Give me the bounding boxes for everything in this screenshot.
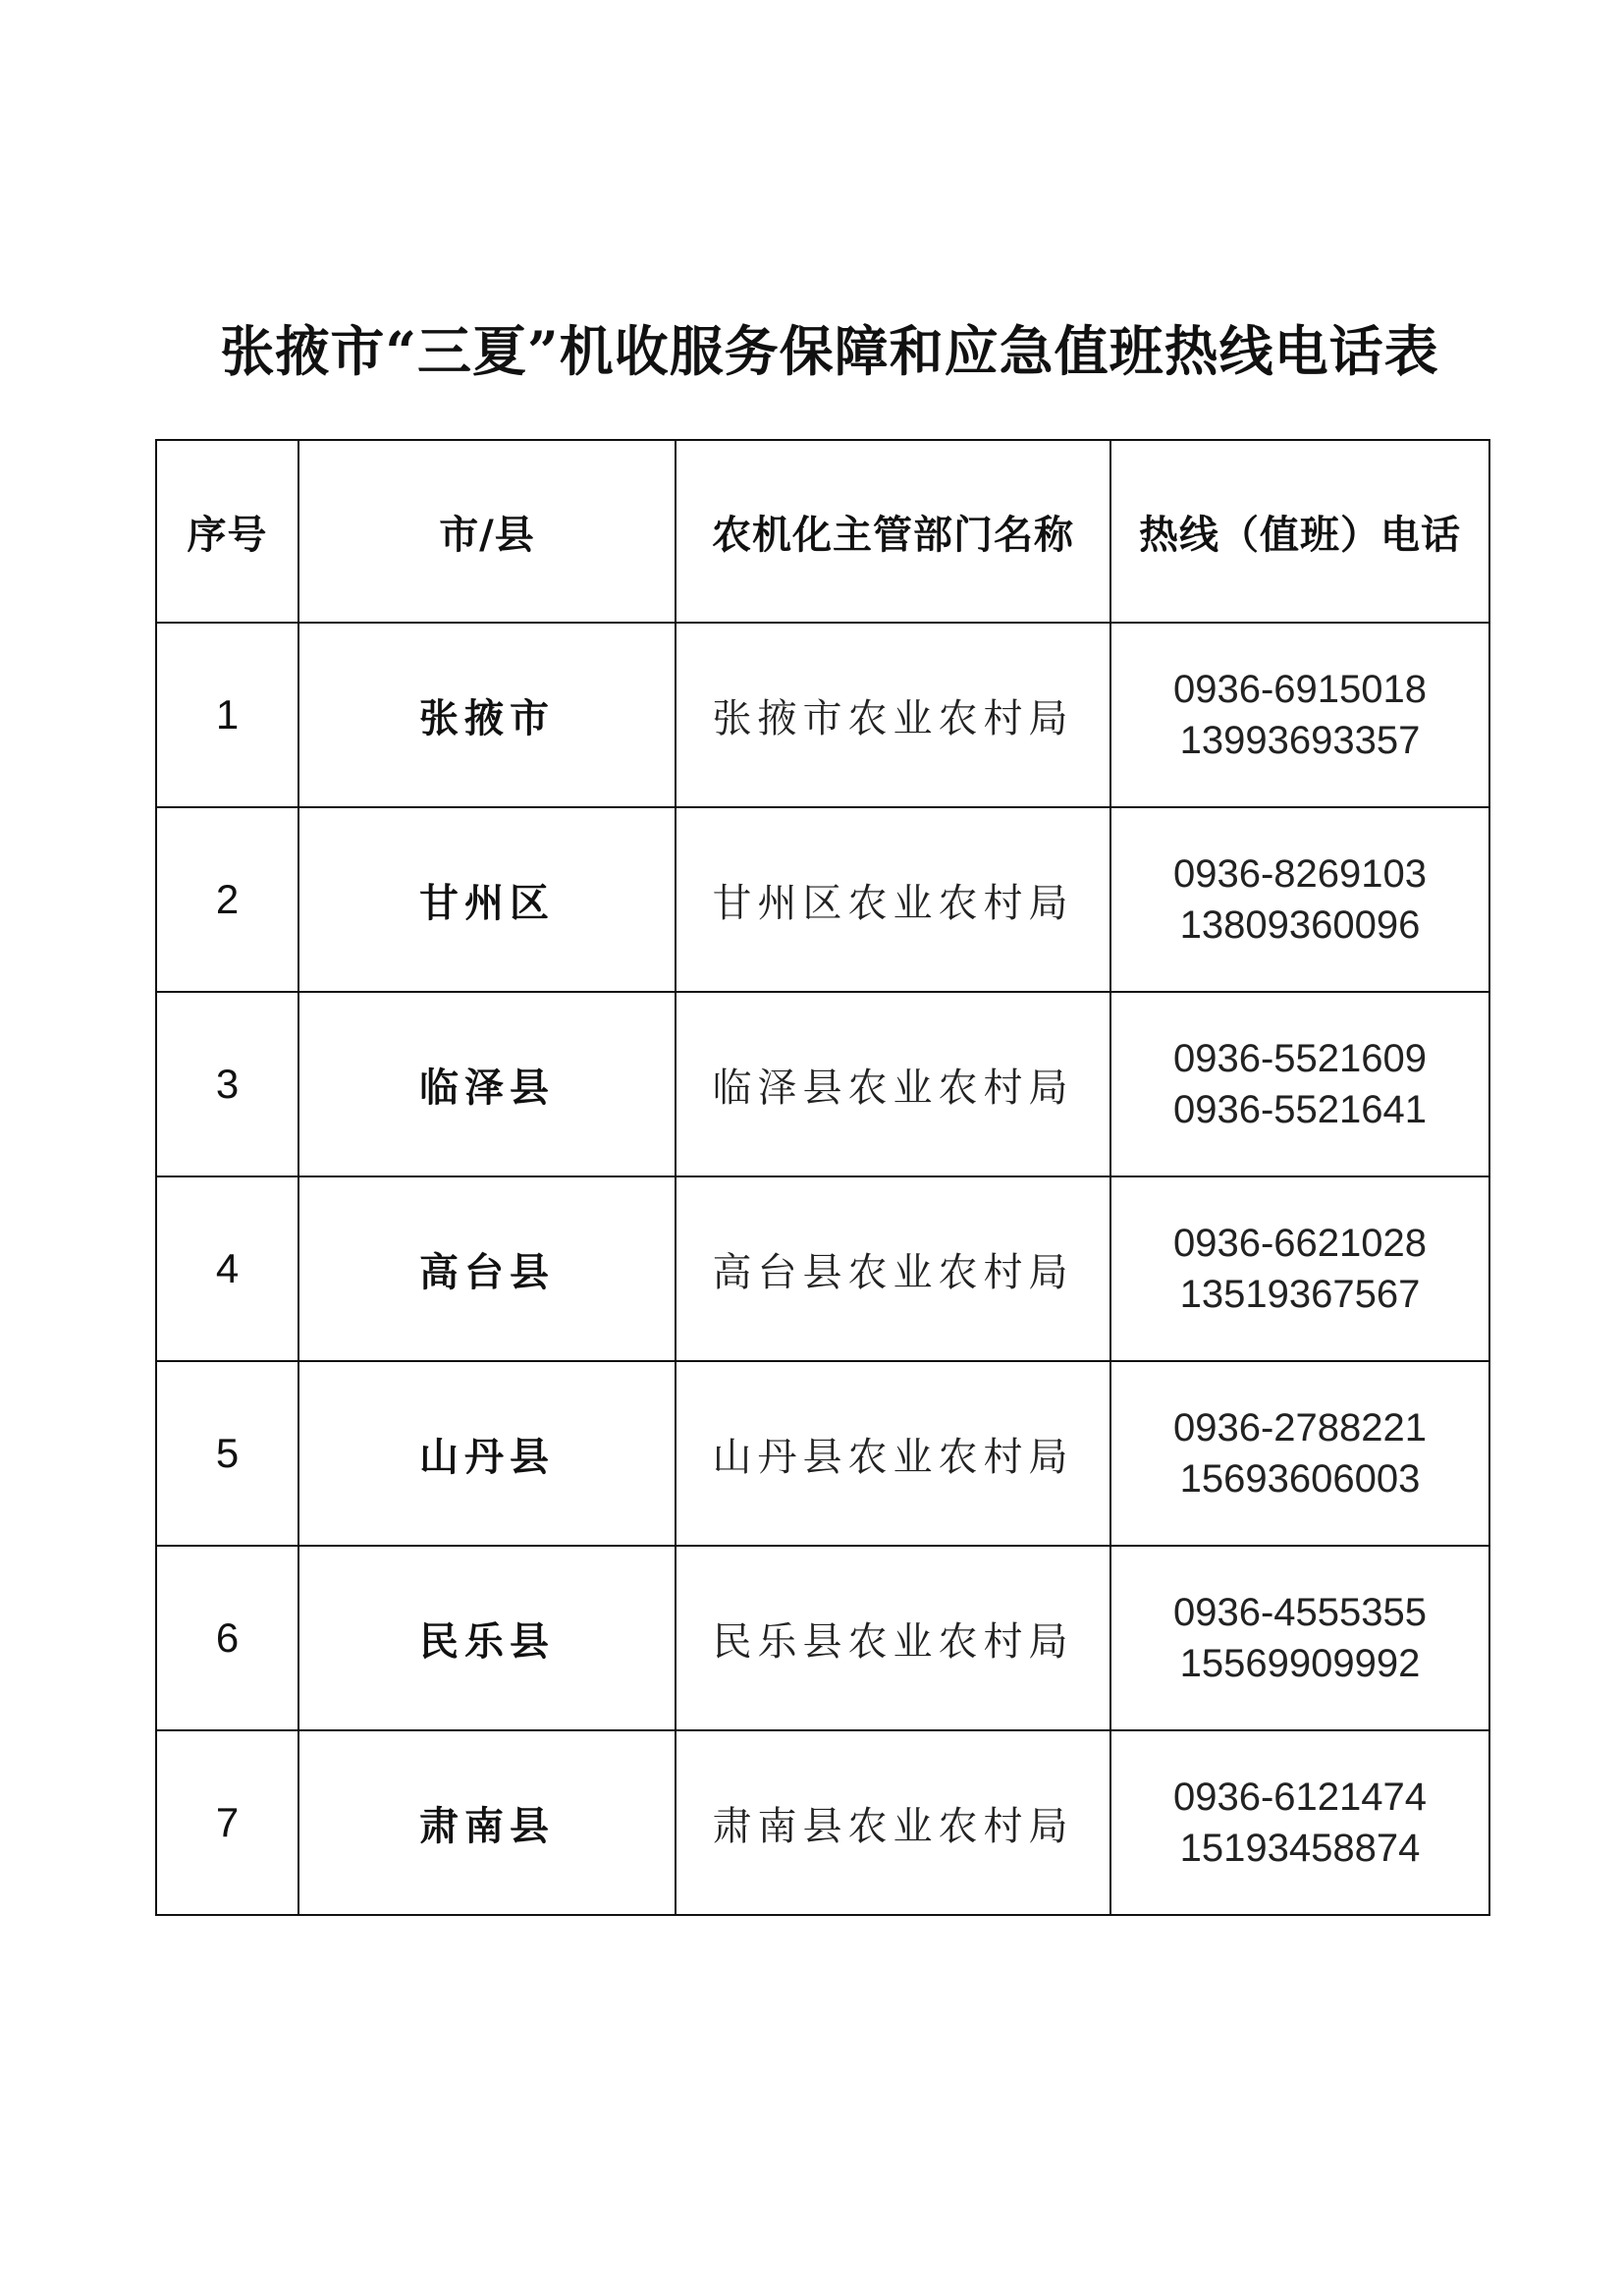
header-seq: 序号 xyxy=(156,440,298,623)
row-seq: 5 xyxy=(156,1361,298,1546)
table-row xyxy=(156,623,1489,807)
phone-mobile: 15193458874 xyxy=(1179,1827,1421,1870)
row-phone xyxy=(1110,1361,1489,1546)
row-dept: 张掖市农业农村局 xyxy=(676,623,1110,807)
row-phone xyxy=(1110,807,1489,992)
row-seq: 4 xyxy=(156,1176,298,1361)
phone-mobile: 15693606003 xyxy=(1179,1457,1421,1501)
row-dept: 临泽县农业农村局 xyxy=(676,992,1110,1176)
phone-landline: 0936-2788221 xyxy=(1172,1406,1428,1449)
phone-landline: 0936-6121474 xyxy=(1172,1776,1428,1819)
phone-mobile: 13993693357 xyxy=(1179,719,1421,762)
row-phone xyxy=(1110,1730,1489,1915)
row-city: 张掖市 xyxy=(298,623,676,807)
table-row xyxy=(156,807,1489,992)
table-row xyxy=(156,1176,1489,1361)
row-phone xyxy=(1110,623,1489,807)
row-dept: 民乐县农业农村局 xyxy=(676,1546,1110,1730)
row-city: 民乐县 xyxy=(298,1546,676,1730)
phone-landline: 0936-6621028 xyxy=(1172,1222,1428,1265)
phone-landline: 0936-6915018 xyxy=(1172,668,1428,711)
table-header-row xyxy=(156,440,1489,623)
phone-mobile: 13809360096 xyxy=(1179,903,1421,947)
row-phone xyxy=(1110,1546,1489,1730)
table-row xyxy=(156,992,1489,1176)
row-dept: 肃南县农业农村局 xyxy=(676,1730,1110,1915)
table-row xyxy=(156,1361,1489,1546)
row-city: 肃南县 xyxy=(298,1730,676,1915)
phone-landline: 0936-8269103 xyxy=(1172,852,1428,896)
phone-mobile: 13519367567 xyxy=(1179,1273,1421,1316)
row-city: 高台县 xyxy=(298,1176,676,1361)
row-phone xyxy=(1110,1176,1489,1361)
row-dept: 高台县农业农村局 xyxy=(676,1176,1110,1361)
row-seq: 3 xyxy=(156,992,298,1176)
row-seq: 1 xyxy=(156,623,298,807)
row-seq: 6 xyxy=(156,1546,298,1730)
table-row xyxy=(156,1730,1489,1915)
phone-landline: 0936-5521609 xyxy=(1172,1037,1428,1080)
header-dept: 农机化主管部门名称 xyxy=(676,440,1110,623)
row-phone xyxy=(1110,992,1489,1176)
phone-landline: 0936-4555355 xyxy=(1172,1591,1428,1634)
row-dept: 甘州区农业农村局 xyxy=(676,807,1110,992)
row-city: 甘州区 xyxy=(298,807,676,992)
row-city: 山丹县 xyxy=(298,1361,676,1546)
row-seq: 7 xyxy=(156,1730,298,1915)
phone-landline-2: 0936-5521641 xyxy=(1172,1088,1428,1131)
header-city: 市/县 xyxy=(298,440,676,623)
page-title: 张掖市“三夏”机收服务保障和应急值班热线电话表 xyxy=(220,319,1439,383)
row-dept: 山丹县农业农村局 xyxy=(676,1361,1110,1546)
header-phone: 热线（值班）电话 xyxy=(1110,440,1489,623)
row-city: 临泽县 xyxy=(298,992,676,1176)
phone-mobile: 15569909992 xyxy=(1179,1642,1421,1685)
hotline-table xyxy=(155,439,1490,1916)
table-row xyxy=(156,1546,1489,1730)
row-seq: 2 xyxy=(156,807,298,992)
